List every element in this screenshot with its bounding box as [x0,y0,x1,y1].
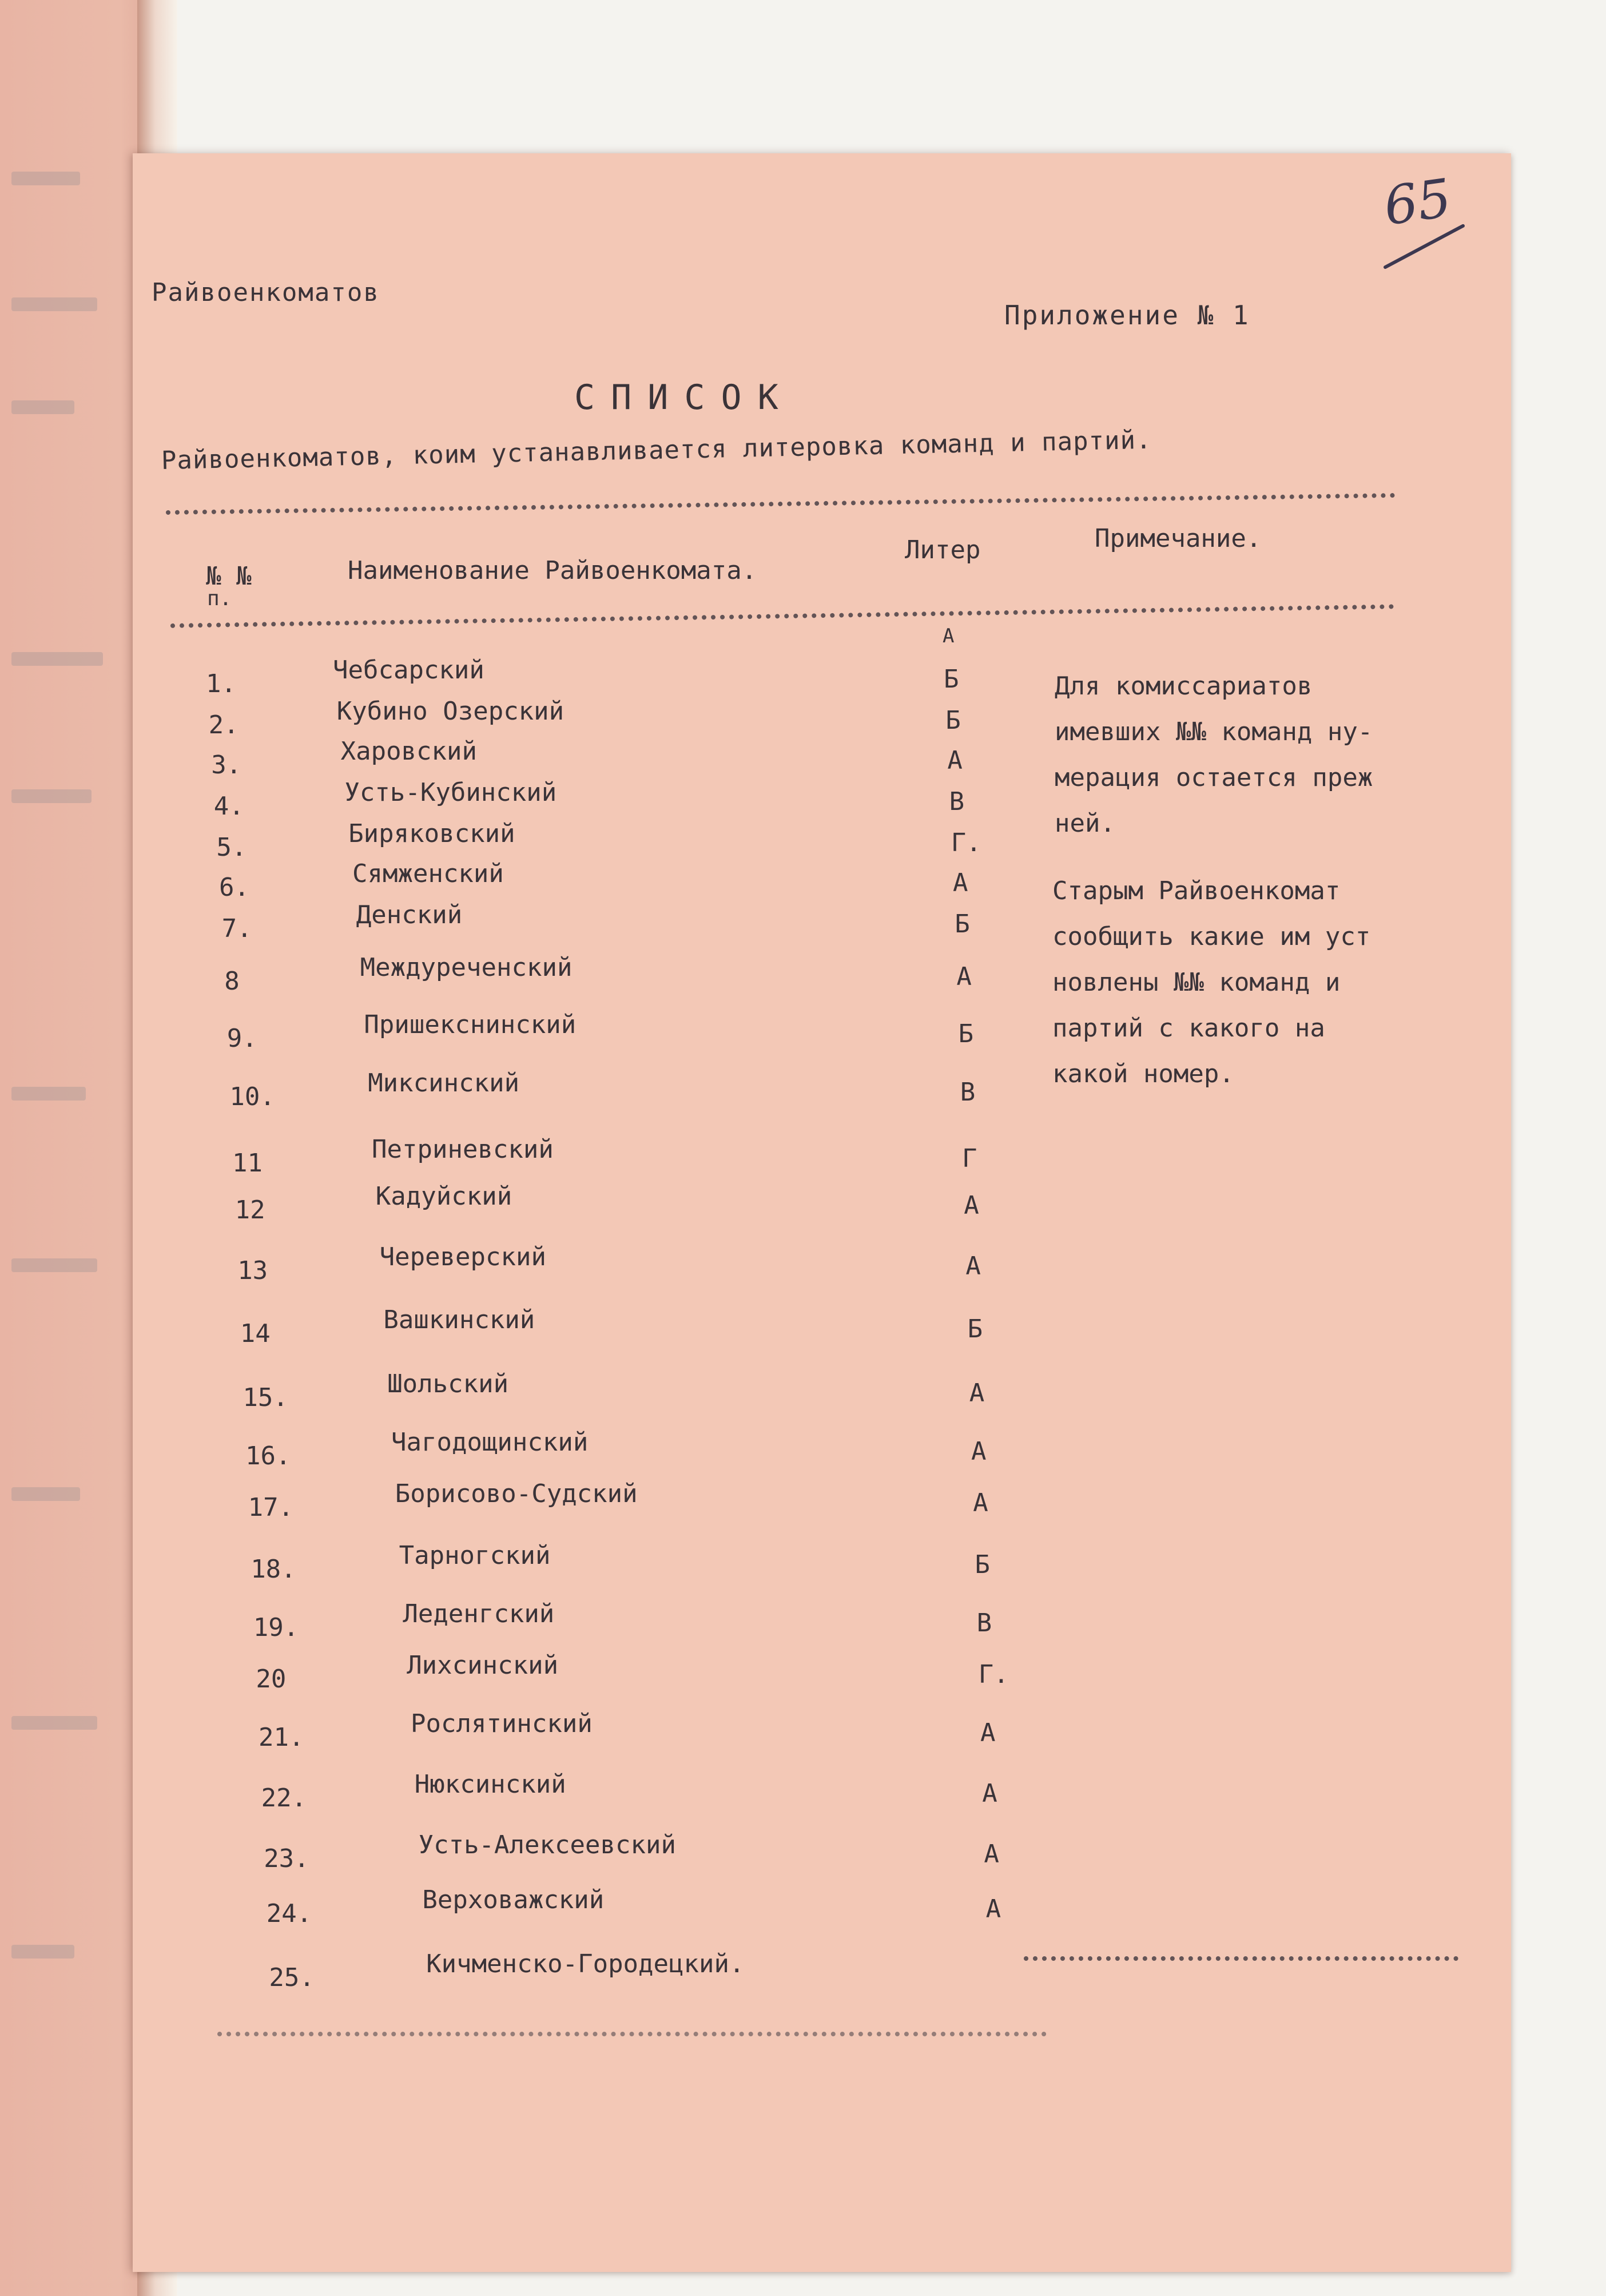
row-liter: А [971,1437,987,1466]
row-number: 12 [234,1195,265,1225]
row-number: 1. [206,669,236,698]
bottom-rule [217,2032,1047,2036]
row-name: Кичменско-Городецкий. [426,1949,745,1979]
row-liter: А [965,1252,981,1281]
row-name: Тарногский [399,1541,551,1570]
row-name: Усть-Алексеевский [418,1830,676,1860]
row-liter: А [964,1191,979,1220]
row-liter: А [947,746,963,775]
row-liter: А [984,1840,999,1869]
row-liter: Г. [951,828,981,857]
row-name: Борисово-Судский [395,1479,638,1508]
row-liter: А [953,868,968,897]
note-1: Для комиссариатов имевших №№ команд ну- мерация остается преж ней. [1055,672,1373,838]
row-name: Сямженский [352,859,504,888]
row-number: 17. [248,1493,294,1522]
row-number: 22. [261,1783,307,1813]
row-name: Чагодощинский [391,1428,589,1457]
row-number: 15. [243,1383,288,1412]
row-number: 7. [221,914,252,943]
row-number: 16. [245,1441,291,1471]
row-liter: А [980,1718,996,1747]
bleed-text [11,789,92,803]
row-name: Миксинский [368,1068,520,1098]
row-number: 3. [211,750,242,780]
row-name: Рослятинский [411,1709,593,1738]
row-name: Междуреченский [360,953,573,982]
document-subtitle: Райвоенкоматов, коим устанавливается литеровка команд и партий. [161,425,1152,475]
row-name: Верховажский [422,1885,605,1914]
header-left: Райвоенкоматов [152,278,380,307]
row-name: Кубино Озерский [336,697,565,726]
row-number: 9. [226,1024,257,1053]
column-header-liter: Литер [905,535,981,565]
row-liter: В [949,787,965,816]
row-number: 20 [256,1665,287,1694]
bleed-text [11,172,80,185]
row-name: Леденгский [403,1599,555,1628]
row-liter: А [973,1488,988,1518]
row-name: Усть-Кубинский [344,778,557,807]
column-header-name: Наименование Райвоенкомата. [348,556,757,585]
row-liter: Б [955,909,970,939]
row-liter: Б [967,1314,983,1344]
page-number: 65 [1380,167,1455,237]
row-number: 23. [264,1844,309,1873]
row-liter: Г. [978,1660,1009,1689]
bleed-text [11,1487,80,1501]
row-liter: Б [958,1019,974,1048]
row-name: Петриневский [372,1135,554,1164]
row-number: 18. [251,1555,296,1584]
row-name: Чебсарский [333,656,484,685]
bleed-text [11,1258,97,1272]
row-number: 25. [269,1963,315,1992]
row-number: 11 [232,1149,263,1178]
column-header-note: Примечание. [1095,524,1262,553]
row-number: 5. [216,833,247,862]
bleed-text [11,1716,97,1730]
row-name: Нюксинский [414,1770,566,1799]
bleed-text [11,1087,86,1101]
row-number: 14 [240,1319,271,1348]
row-name: Лихсинский [407,1651,559,1680]
note-2: Старым Райвоенкомат сообщить какие им уст новлены №№ команд и партий с какого на какой номер. [1052,876,1371,1089]
row-liter: А [969,1379,985,1408]
bleed-text [11,652,103,666]
row-liter: А [982,1779,997,1808]
row-name: Пришекснинский [364,1010,577,1039]
row-number: 10. [229,1082,275,1111]
document-title: СПИСОК [574,378,794,418]
row-name: Денский [356,900,463,929]
row25-rule [1024,1956,1458,1961]
row-number: 2. [208,710,239,740]
row-liter: Б [975,1550,990,1579]
row-liter: Г [962,1144,977,1173]
row-number: 24. [266,1899,312,1928]
row-liter: Б [945,706,961,735]
row-liter: А [956,962,972,991]
column-header-number-sub: п. [207,587,232,610]
row-name: Шольский [387,1369,509,1399]
column-header-number: № № [206,562,252,591]
bleed-text [11,297,97,311]
row-number: 19. [253,1613,299,1642]
row-number: 21. [259,1723,304,1752]
row-number: 8 [224,967,240,996]
row-liter: А [985,1894,1001,1924]
appendix-label: Приложение № 1 [1004,300,1250,331]
row-liter: Б [944,665,959,694]
row-number: 13 [237,1256,268,1285]
row-name: Череверский [379,1242,546,1272]
row-name: Кадуйский [375,1182,512,1211]
row-liter: В [960,1078,976,1107]
row-number: 4. [213,792,244,821]
table-top-liter: А [943,625,955,648]
row-name: Вашкинский [383,1305,535,1334]
row-liter: В [976,1608,992,1638]
row-name: Харовский [340,737,478,766]
row-name: Биряковский [348,819,515,848]
bleed-text [11,400,74,414]
row-number: 6. [219,873,249,902]
bleed-text [11,1945,74,1959]
